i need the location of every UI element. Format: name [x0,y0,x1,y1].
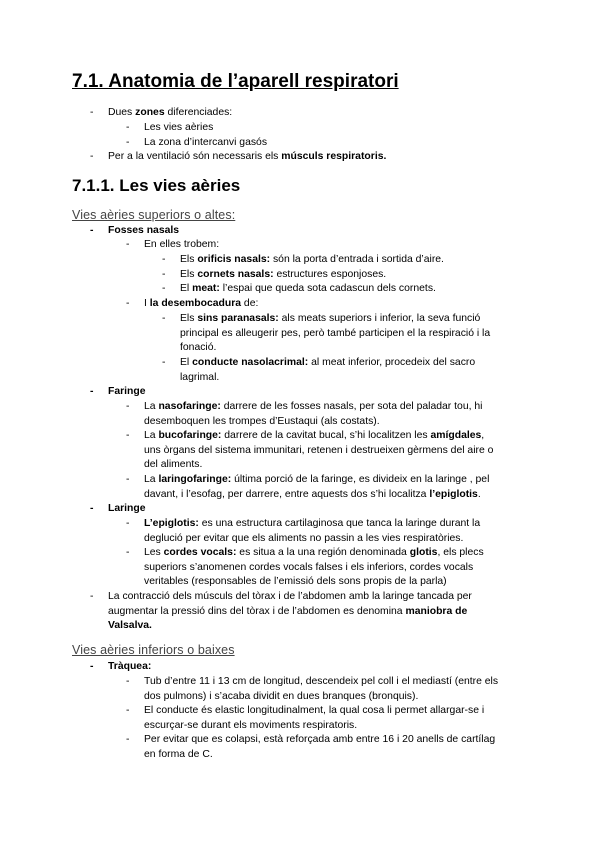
traquea-item: - Tràquea: [108,660,151,675]
bullet-dash: - [126,705,130,716]
bullet-dash: - [162,268,166,280]
desembocadura-list: - Els sins paranasals: als meats superiors i inferior, la seva funció principal es alleugerir pes, però també participen el la respiració i la fonació. [162,313,491,353]
muscles-item [90,150,387,165]
traquea-list: - Tub d’entre 11 i 13 cm de longitud, descendeix pel coll i el mediastí (entre els dos pulmons) i s’acaba dividit en dues branques (bronquis). - El conducte és elastic longitudinalment, la qual cosa li permet allargar-se i escurçar-se durant els moviments respiratoris. - Per evitar que es colapsi, està reforçada amb entre 16 i 20 anells de cartílag en forma de C. [126,676,499,760]
list-item: - Els sins paranasals: als meats superiors i inferior, la seva funció [180,312,490,327]
bullet-dash: - [162,313,166,324]
bullet-dash: - [90,386,94,397]
bullet-dash: - [90,151,94,162]
list-item: - Dues zones diferenciades: [108,106,232,121]
list-item: - Per a la ventilació són necessaris els músculs respiratoris. [108,150,386,165]
cordes-vocals-item: - Les cordes vocals: es situa a la una región denominada glotis, els plecs superiors s’anomenen cordes vocals falses i els inferiors, cordes vocals veritables (responsables de l’emissió dels sons propis de la parla) [126,547,484,587]
list-item: - Les vies aèries [144,121,267,136]
nasal-structures-list [162,253,444,297]
list-item: - El conducte és elastic longitudinalment, la qual cosa li permet allargar-se i [144,704,498,719]
bullet-dash: - [90,107,94,118]
bullet-dash: - [126,734,130,745]
section-heading: 7.1.1. Les vies aèries [72,176,241,195]
laringofaringe-item: - La laringofaringe: última porció de la faringe, es divideix en la laringe , pel davant, i l’esofag, per darrere, entre aquests dos s’hi localitza l’epiglotis. [126,474,490,500]
bullet-dash: - [126,474,130,485]
bullet-dash: - [90,225,94,236]
bucofaringe-item: - La bucofaringe: darrere de la cavitat bucal, s’hi localitzen les amígdales, uns òrgans del sistema immunitari, retenen i destrueixen gèrmens del aire o del aliments. [126,430,494,470]
bullet-dash: - [126,430,130,441]
nasofaringe-item: - La nasofaringe: darrere de les fosses nasals, per sota del paladar tou, hi desemboquen les trompes d’Eustaqui (als costats). [126,401,483,427]
zones-sublist [126,121,268,150]
bullet-dash: - [126,547,130,558]
bullet-dash: - [126,401,130,412]
bullet-dash: - [126,122,130,133]
lower-airways-heading: Vies aèries inferiors o baixes [72,643,235,657]
bullet-dash: - [126,239,130,250]
list-item: - El meat: l’espai que queda sota cadascun dels cornets. [180,282,444,297]
bullet-dash: - [90,661,94,672]
bullet-dash: - [162,357,166,368]
bullet-dash: - [90,591,94,602]
epiglotis-item: - L’epiglotis: es una estructura cartilaginosa que tanca la laringe durant la deglució per evitar que els aliments no passin a les vies respiratòries. [126,518,481,544]
trobem-item: - En elles trobem: [144,238,219,253]
laringe-item: - Laringe [108,502,146,517]
upper-airways-heading: Vies aèries superiors o altes: [72,208,236,222]
list-item: - Tub d’entre 11 i 13 cm de longitud, descendeix pel coll i el mediastí (entre els [144,675,498,690]
list-item: - Els cornets nasals: estructures esponjoses. [180,268,444,283]
bullet-dash: - [126,298,130,309]
bullet-dash: - [126,518,130,529]
list-item: - La zona d’intercanvi gasós [144,136,267,151]
bullet-dash: - [126,676,130,687]
valsalva-item: - La contracció dels músculs del tòrax i de l’abdomen amb la laringe tancada per augmentar la pressió dins del tòrax i de l’abdomen es denomina maniobra de Valsalva. [90,591,472,631]
list-item: - El conducte nasolacrimal: al meat inferior, procedeix del sacro [180,356,475,371]
bullet-dash: - [162,283,166,294]
list-item: - Per evitar que es colapsi, està reforçada amb entre 16 i 20 anells de cartílag [144,733,498,748]
intro-list [90,106,233,121]
bullet-dash: - [90,503,94,514]
nasolacrimal-item: - El conducte nasolacrimal: al meat inferior, procedeix del sacro lagrimal. [162,357,476,383]
desembocadura-item: - I la desembocadura de: [144,297,258,312]
page-title: 7.1. Anatomia de l’aparell respiratori [72,71,399,92]
bullet-dash: - [126,136,130,148]
faringe-item: - Faringe [108,385,146,400]
fosses-nasals-item: - Fosses nasals [108,224,179,239]
bullet-dash: - [162,254,166,265]
list-item: - Els orificis nasals: són la porta d’entrada i sortida d’aire. [180,253,444,268]
